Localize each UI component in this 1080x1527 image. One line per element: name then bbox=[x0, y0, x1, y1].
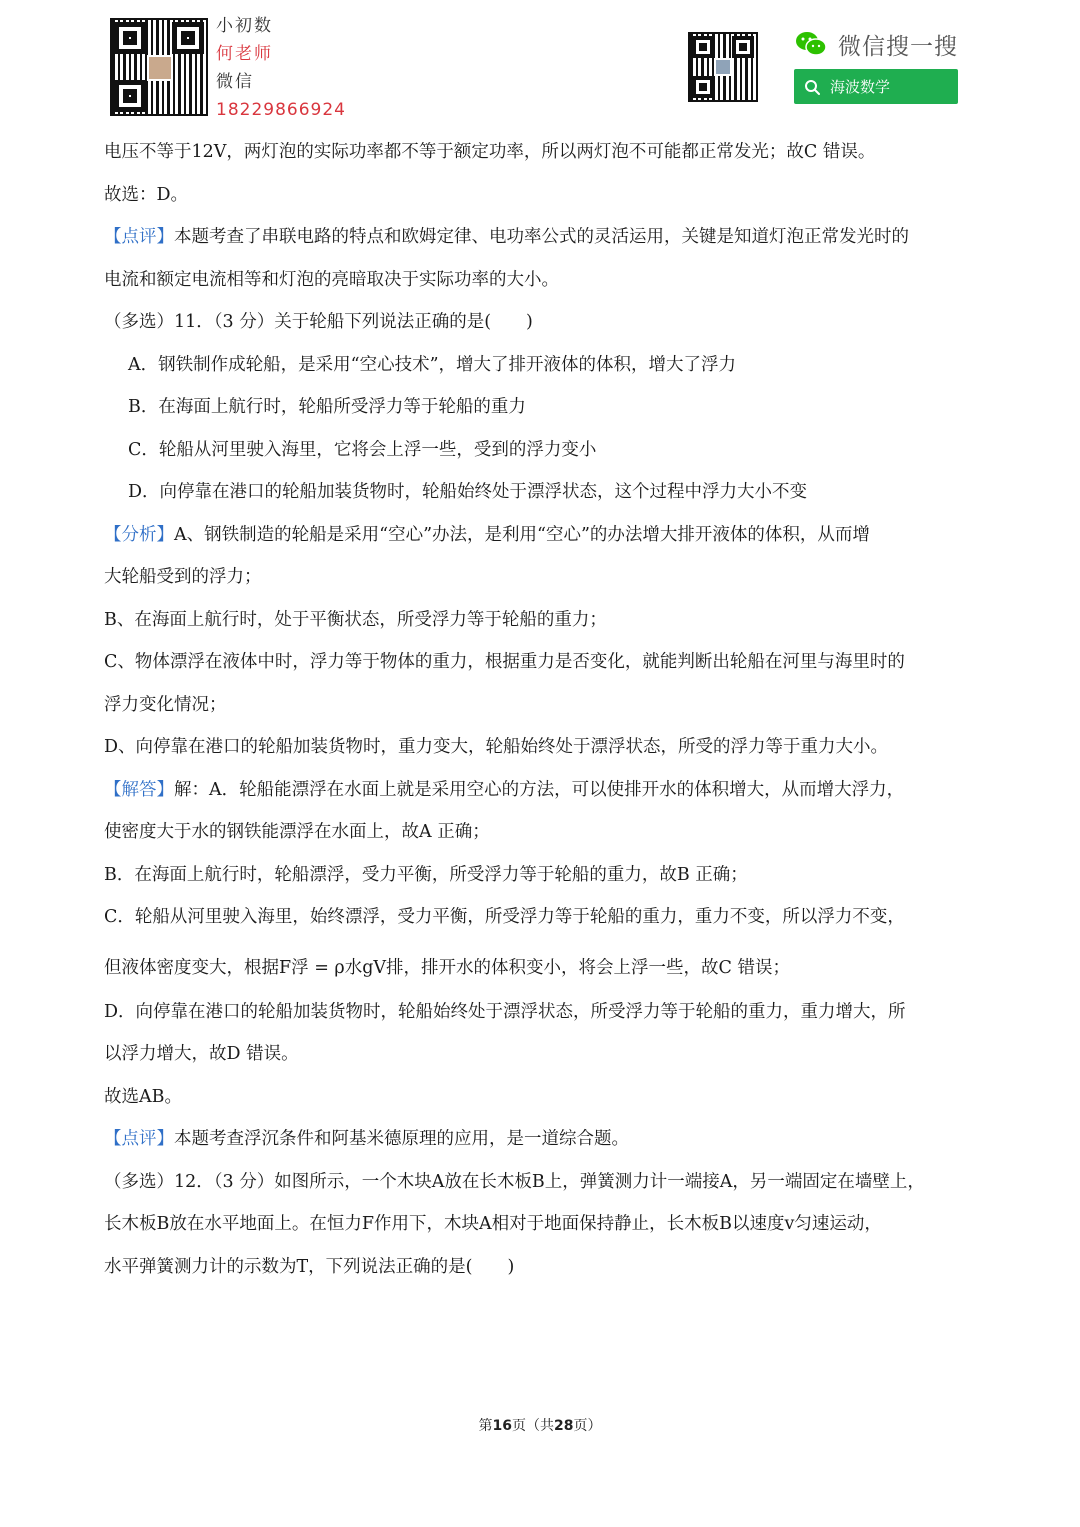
text-line bbox=[104, 992, 984, 1035]
text-line bbox=[104, 217, 984, 260]
line-text: B．在海面上航行时，轮船所受浮力等于轮船的重力 bbox=[128, 397, 526, 417]
text-line bbox=[104, 812, 984, 855]
line-text: 本题考查了串联电路的特点和欧姆定律、电功率公式的灵活运用，关键是知道灯泡正常发光时的 bbox=[174, 227, 909, 247]
section-tag: 【解答】 bbox=[104, 779, 174, 800]
line-text: 以浮力增大，故D 错误。 bbox=[104, 1044, 299, 1064]
text-line bbox=[104, 1162, 984, 1205]
text-line bbox=[104, 132, 984, 175]
line-text: D、向停靠在港口的轮船加装货物时，重力变大，轮船始终处于漂浮状态，所受的浮力等于重力大小。 bbox=[104, 737, 889, 757]
text-line bbox=[104, 1034, 984, 1077]
text-line bbox=[104, 855, 984, 898]
search-label: 海波数学 bbox=[830, 78, 891, 96]
line-text: A、钢铁制造的轮船是采用“空心”办法，是利用“空心”的办法增大排开液体的体积，从而增 bbox=[174, 524, 870, 545]
text-line bbox=[104, 260, 984, 303]
line-text: （多选）12．（3 分）如图所示，一个木块A放在长木板B上，弹簧测力计一端接A，另一端固定在墙壁上， bbox=[104, 1171, 925, 1192]
page-number: 16 bbox=[492, 1418, 512, 1434]
contact-info bbox=[216, 12, 346, 124]
avatar bbox=[147, 55, 173, 81]
search-icon bbox=[804, 79, 820, 95]
contact-line-2: 何老师 bbox=[216, 44, 273, 64]
text-line bbox=[104, 387, 984, 430]
qr-code-wechat bbox=[688, 32, 758, 102]
search-button[interactable] bbox=[794, 69, 958, 104]
text-line bbox=[104, 1204, 984, 1247]
page-footer: 第16页（共28页） bbox=[478, 1418, 602, 1434]
text-line bbox=[104, 175, 984, 218]
line-text: 使密度大于水的钢铁能漂浮在水面上，故A 正确； bbox=[104, 822, 490, 842]
contact-phone: 18229866924 bbox=[216, 100, 346, 120]
text-line bbox=[104, 515, 984, 558]
line-text: 解：A．轮船能漂浮在水面上就是采用空心的方法，可以使排开水的体积增大，从而增大浮力， bbox=[174, 779, 905, 800]
qr-code-contact bbox=[110, 18, 208, 116]
line-text: 故选AB。 bbox=[104, 1086, 182, 1107]
line-text: C．轮船从河里驶入海里，始终漂浮，受力平衡，所受浮力等于轮船的重力，重力不变，所以浮力不变， bbox=[104, 907, 905, 927]
line-text: 水平弹簧测力计的示数为T，下列说法正确的是( ) bbox=[104, 1256, 515, 1277]
text-line bbox=[104, 1077, 984, 1120]
line-text: 浮力变化情况； bbox=[104, 694, 227, 715]
contact-line-1: 小初数 bbox=[216, 16, 273, 36]
line-text: B、在海面上航行时，处于平衡状态，所受浮力等于轮船的重力； bbox=[104, 609, 607, 630]
line-text: 电压不等于12V，两灯泡的实际功率都不等于额定功率，所以两灯泡不可能都正常发光；故C 错误。 bbox=[104, 142, 876, 162]
text-line bbox=[104, 1247, 984, 1290]
section-tag: 【点评】 bbox=[104, 1129, 174, 1149]
line-text: 大轮船受到的浮力； bbox=[104, 567, 262, 587]
section-tag: 【分析】 bbox=[104, 524, 174, 545]
line-text: B．在海面上航行时，轮船漂浮，受力平衡，所受浮力等于轮船的重力，故B 正确； bbox=[104, 864, 748, 885]
text-line bbox=[104, 557, 984, 600]
line-text: C．轮船从河里驶入海里，它将会上浮一些，受到的浮力变小 bbox=[128, 439, 597, 460]
line-text: 电流和额定电流相等和灯泡的亮暗取决于实际功率的大小。 bbox=[104, 269, 559, 290]
section-tag: 【点评】 bbox=[104, 227, 174, 247]
wechat-search-title: 微信搜一搜 bbox=[838, 34, 958, 60]
text-line bbox=[104, 642, 984, 685]
text-line bbox=[104, 1119, 984, 1162]
contact-line-3: 微信 bbox=[216, 72, 254, 92]
line-text: 本题考查浮沉条件和阿基米德原理的应用，是一道综合题。 bbox=[174, 1129, 629, 1149]
line-text: 但液体密度变大，根据F浮 = ρ水gV排，排开水的体积变小，将会上浮一些，故C 错误； bbox=[104, 957, 791, 978]
text-line bbox=[104, 897, 984, 940]
wechat-icon bbox=[795, 31, 827, 57]
text-line bbox=[104, 302, 984, 345]
line-text: D．向停靠在港口的轮船加装货物时，轮船始终处于漂浮状态，所受浮力等于轮船的重力，重力增大，所 bbox=[104, 1001, 906, 1022]
line-text: 故选：D。 bbox=[104, 184, 189, 205]
text-line bbox=[104, 600, 984, 643]
page-total: 28 bbox=[554, 1418, 574, 1434]
text-line bbox=[104, 727, 984, 770]
line-text: A．钢铁制作成轮船，是采用“空心技术”，增大了排开液体的体积，增大了浮力 bbox=[128, 354, 737, 375]
document-body bbox=[104, 132, 984, 1289]
text-line bbox=[104, 472, 984, 515]
line-text: C、物体漂浮在液体中时，浮力等于物体的重力，根据重力是否变化，就能判断出轮船在河里与海里时的 bbox=[104, 652, 905, 672]
text-line bbox=[104, 940, 984, 992]
text-line bbox=[104, 345, 984, 388]
text-line bbox=[104, 770, 984, 813]
text-line bbox=[104, 430, 984, 473]
line-text: 长木板B放在水平地面上。在恒力F作用下，木块A相对于地面保持静止，长木板B以速度v匀速运动， bbox=[104, 1214, 882, 1234]
line-text: D．向停靠在港口的轮船加装货物时，轮船始终处于漂浮状态，这个过程中浮力大小不变 bbox=[128, 482, 808, 502]
text-line bbox=[104, 685, 984, 728]
line-text: （多选）11．（3 分）关于轮船下列说法正确的是( ) bbox=[104, 312, 533, 332]
